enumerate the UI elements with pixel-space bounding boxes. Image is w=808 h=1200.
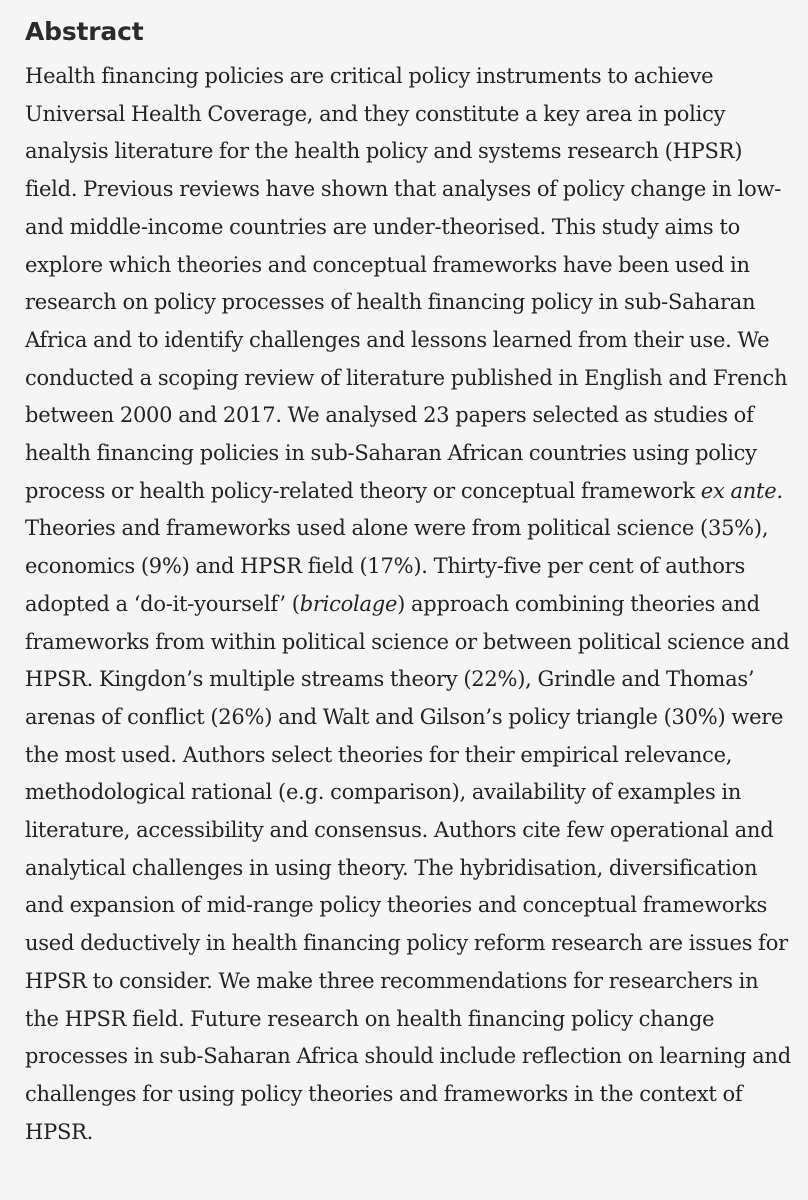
abstract-section [25,14,795,1151]
abstract-heading: Abstract [25,17,144,46]
abstract-italic-bricolage: bricolage [299,591,398,616]
abstract-text-part-2: Theories and frameworks used alone were from political science (35%), economics (9%) and HPSR field (17%). Thirty-five per cent of authors adopted a ‘do-it-yourself’ ( [25,516,769,616]
abstract-text-part-3: ) approach combining theories and frameworks from within political science or between political science and HPSR. Kingdon’s multiple streams theory (22%), Grindle and Thomas’ arenas of conflict (26%) and Walt and Gilson’s policy triangle (30%) were the most used. Authors select theories for their empirical relevance, methodological rational (e.g. comparison), availability of examples in literature, accessibility and consensus. Authors cite few operational and analytical challenges in using theory. The hybridisation, diversification and expansion of mid-range policy theories and conceptual frameworks used deductively in health financing policy reform research are issues for HPSR to consider. We make three recommendations for researchers in the HPSR field. Future research on health financing policy change processes in sub-Saharan Africa should include reflection on learning and challenges for using policy theories and frameworks in the context of HPSR. [25,591,791,1144]
abstract-body [25,58,795,1151]
abstract-italic-ex-ante: ex ante. [700,478,783,503]
abstract-text-part-1: Health financing policies are critical policy instruments to achieve Universal Health Coverage, and they constitute a key area in policy analysis literature for the health policy and systems research (HPSR) field. Previous reviews have shown that analyses of policy change in low- and middle-income countries are under-theorised. This study aims to explore which theories and conceptual frameworks have been used in research on policy processes of health financing policy in sub-Saharan Africa and to identify challenges and lessons learned from their use. We conducted a scoping review of literature published in English and French between 2000 and 2017. We analysed 23 papers selected as studies of health financing policies in sub-Saharan African countries using policy process or health policy-related theory or conceptual framework [25,64,788,503]
